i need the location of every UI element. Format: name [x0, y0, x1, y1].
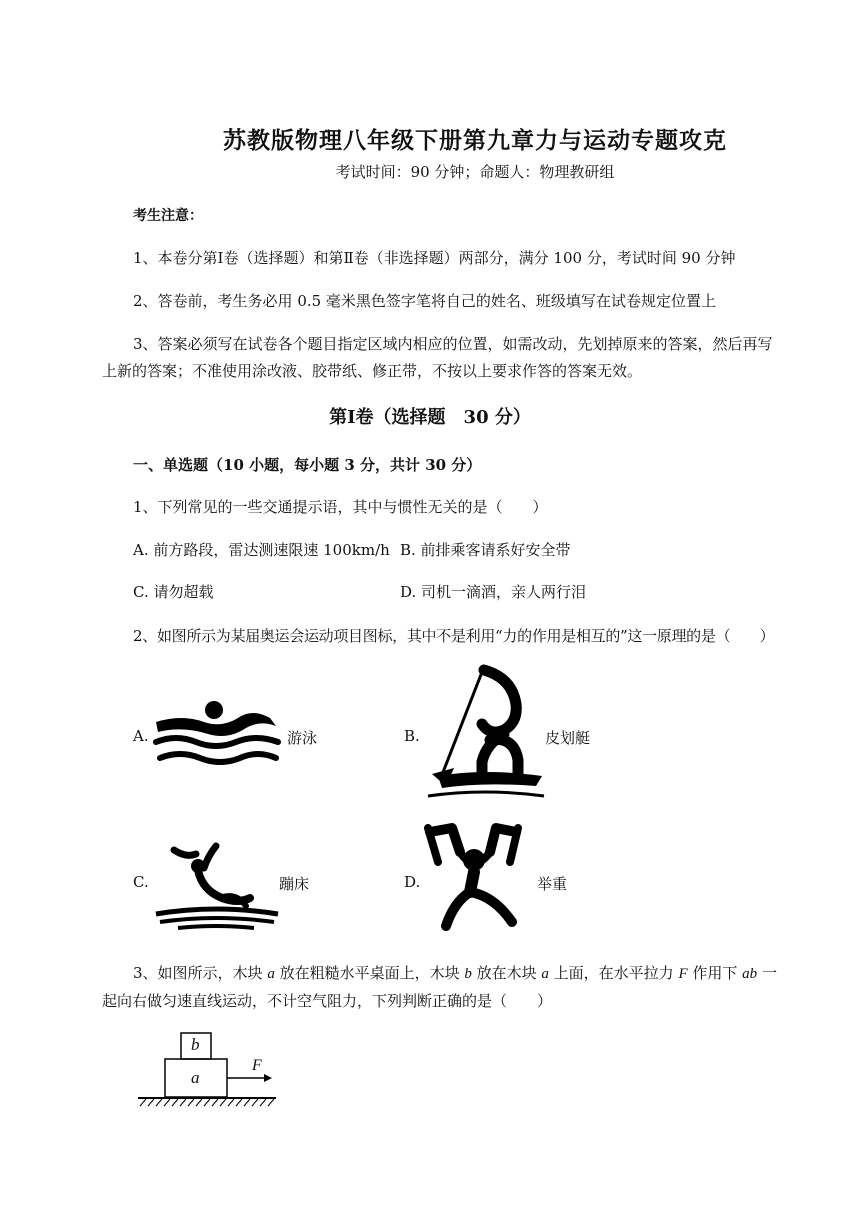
notice-item-3: 3、答案必须写在试卷各个题目指定区域内相应的位置，如需改动，先划掉原来的答案，然后再写 [133, 335, 773, 353]
page-subtitle: 考试时间：90 分钟；命题人：物理教研组 [335, 163, 615, 181]
q3-stem-part: 放在粗糙水平桌面上，木块 [274, 964, 465, 982]
q3-figure [136, 1030, 281, 1110]
q2-option-a-name: 游泳 [287, 729, 318, 747]
q2-option-d-name: 举重 [537, 875, 568, 893]
q2-option-c-letter[interactable]: C. [133, 873, 149, 891]
q3-stem-part: 作用下 [687, 964, 743, 982]
q2-option-b-letter[interactable]: B. [404, 727, 420, 745]
part-heading: 一、单选题（10 小题，每小题 3 分，共计 30 分） [133, 456, 482, 474]
notice-heading: 考生注意： [133, 208, 203, 224]
q3-var-ab: ab [742, 966, 758, 982]
q2-option-c-name: 蹦床 [279, 875, 310, 893]
q3-var-a: a [267, 966, 275, 982]
q3-stem-line2: 起向右做匀速直线运动，不计空气阻力，下列判断正确的是（ ） [102, 992, 553, 1010]
q2-option-b-name: 皮划艇 [545, 729, 591, 747]
q1-option-c[interactable]: C. 请勿超载 [133, 583, 214, 601]
block-b-label: b [191, 1035, 200, 1054]
q3-stem-part: 3、如图所示，木块 [133, 964, 268, 982]
q3-stem-part: 一 [757, 964, 777, 982]
q3-var-a: a [541, 966, 549, 982]
q2-stem: 2、如图所示为某届奥运会运动项目图标，其中不是利用“力的作用是相互的”这一原理的是（ ） [133, 627, 775, 645]
q3-stem [133, 962, 777, 983]
weightlifting-icon [424, 822, 524, 934]
q3-stem-part: 上面，在水平拉力 [548, 964, 679, 982]
q2-option-a-letter[interactable]: A. [133, 727, 149, 745]
q2-option-d-letter[interactable]: D. [404, 873, 421, 891]
page-title: 苏教版物理八年级下册第九章力与运动专题攻克 [223, 127, 727, 154]
force-label: F [252, 1057, 262, 1074]
block-a-label: a [191, 1068, 200, 1087]
q3-stem-part: 放在木块 [471, 964, 542, 982]
q3-var-b: b [464, 966, 472, 982]
notice-item-2: 2、答卷前，考生务必用 0.5 毫米黑色签字笔将自己的姓名、班级填写在试卷规定位置上 [133, 292, 716, 310]
notice-item-3-cont: 上新的答案；不准使用涂改液、胶带纸、修正带，不按以上要求作答的答案无效。 [102, 362, 643, 380]
canoe-icon [424, 664, 546, 804]
q1-option-b[interactable]: B. 前排乘客请系好安全带 [400, 541, 571, 559]
q3-var-f: F [678, 966, 688, 982]
notice-item-1: 1、本卷分第Ⅰ卷（选择题）和第Ⅱ卷（非选择题）两部分，满分 100 分，考试时间 90 分钟 [133, 249, 736, 267]
trampoline-icon [152, 840, 282, 936]
q1-option-a[interactable]: A. 前方路段，雷达测速限速 100km/h [133, 541, 390, 559]
q1-option-d[interactable]: D. 司机一滴酒，亲人两行泪 [400, 583, 587, 601]
swimming-icon [152, 698, 282, 770]
q1-stem: 1、下列常见的一些交通提示语，其中与惯性无关的是（ ） [133, 498, 548, 516]
section-title: 第Ⅰ卷（选择题 30 分） [329, 407, 531, 428]
